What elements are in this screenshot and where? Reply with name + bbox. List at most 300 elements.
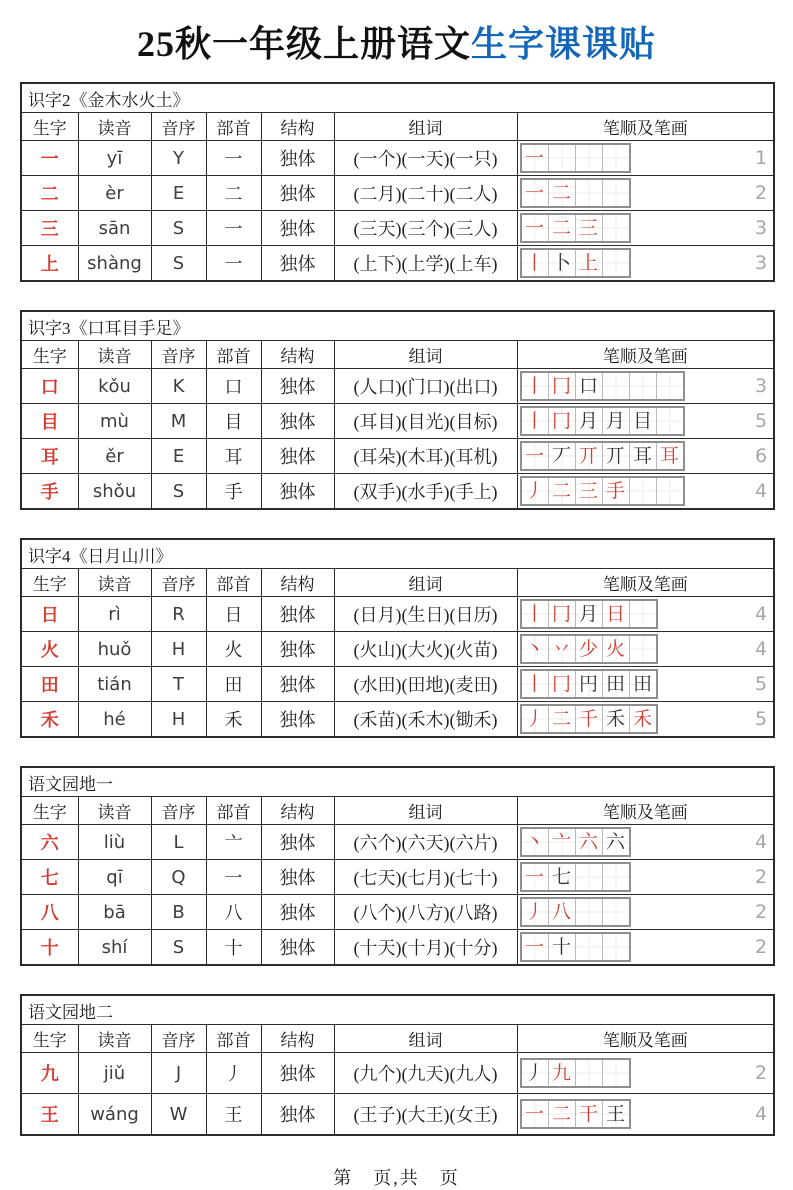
radical-cell: 十 — [206, 930, 261, 966]
table-row — [21, 369, 774, 404]
stroke-grid-cell: 手 — [603, 478, 630, 504]
stroke-grid-cell — [576, 934, 603, 960]
strokes-cell — [517, 860, 774, 895]
stroke-grid-cell: 二 — [549, 706, 576, 732]
column-header-4: 结构 — [261, 569, 334, 597]
strokes-cell — [517, 141, 774, 176]
char-cell: 王 — [21, 1094, 78, 1136]
strokes-cell — [517, 930, 774, 966]
words-cell: (禾苗)(禾木)(锄禾) — [334, 702, 517, 738]
initial-cell: T — [151, 667, 206, 702]
column-header-6: 笔顺及笔画 — [517, 797, 774, 825]
stroke-grid — [520, 476, 685, 506]
stroke-grid-cell: 二 — [549, 478, 576, 504]
stroke-grid-cell: 卜 — [549, 250, 576, 276]
stroke-grid-cell: 亠 — [549, 829, 576, 855]
stroke-grid-cell: 一 — [522, 443, 549, 469]
radical-cell: 口 — [206, 369, 261, 404]
stroke-order-wrap — [518, 1097, 774, 1131]
stroke-order-wrap — [518, 439, 774, 473]
stroke-grid-cell: 丶 — [522, 829, 549, 855]
stroke-grid-cell — [576, 1060, 603, 1086]
stroke-grid-cell: 月 — [576, 601, 603, 627]
column-header-3: 部首 — [206, 341, 261, 369]
table-row — [21, 895, 774, 930]
stroke-order-wrap — [518, 632, 774, 666]
stroke-grid-cell: 丿 — [522, 706, 549, 732]
strokes-cell — [517, 474, 774, 510]
strokes-cell — [517, 1094, 774, 1136]
char-cell: 三 — [21, 211, 78, 246]
table-row — [21, 404, 774, 439]
words-cell: (人口)(门口)(出口) — [334, 369, 517, 404]
structure-cell: 独体 — [261, 860, 334, 895]
stroke-grid — [520, 1099, 631, 1129]
stroke-grid-cell: 禾 — [603, 706, 630, 732]
stroke-grid-cell — [603, 373, 630, 399]
stroke-grid-cell — [630, 601, 656, 627]
column-header-0: 生字 — [21, 1025, 78, 1053]
stroke-count: 2 — [754, 182, 768, 204]
pinyin-cell: huǒ — [78, 632, 151, 667]
stroke-grid-cell: 七 — [549, 864, 576, 890]
column-header-row — [21, 569, 774, 597]
column-header-4: 结构 — [261, 797, 334, 825]
stroke-grid — [520, 371, 685, 401]
stroke-grid-cell: 丌 — [603, 443, 630, 469]
stroke-order-wrap — [518, 176, 774, 210]
pinyin-cell: liù — [78, 825, 151, 860]
structure-cell: 独体 — [261, 141, 334, 176]
stroke-order-wrap — [518, 597, 774, 631]
stroke-grid-cell — [657, 478, 683, 504]
structure-cell: 独体 — [261, 597, 334, 632]
stroke-grid-cell — [603, 899, 629, 925]
stroke-grid-cell — [603, 1060, 629, 1086]
strokes-cell — [517, 439, 774, 474]
stroke-grid-cell: 一 — [522, 1101, 549, 1127]
initial-cell: E — [151, 176, 206, 211]
initial-cell: Y — [151, 141, 206, 176]
column-header-2: 音序 — [151, 797, 206, 825]
char-cell: 禾 — [21, 702, 78, 738]
stroke-grid-cell: 丶 — [522, 636, 549, 662]
stroke-grid — [520, 1058, 631, 1088]
column-header-6: 笔顺及笔画 — [517, 569, 774, 597]
initial-cell: K — [151, 369, 206, 404]
structure-cell: 独体 — [261, 930, 334, 966]
stroke-grid-cell: 八 — [549, 899, 576, 925]
pinyin-cell: sān — [78, 211, 151, 246]
stroke-order-wrap — [518, 474, 774, 508]
words-cell: (王子)(大王)(女王) — [334, 1094, 517, 1136]
column-header-1: 读音 — [78, 569, 151, 597]
column-header-row — [21, 113, 774, 141]
stroke-order-wrap — [518, 404, 774, 438]
stroke-grid-cell: 一 — [522, 934, 549, 960]
stroke-order-wrap — [518, 1056, 774, 1090]
stroke-grid-cell — [576, 180, 603, 206]
table-row — [21, 211, 774, 246]
pinyin-cell: rì — [78, 597, 151, 632]
stroke-grid-cell — [630, 373, 657, 399]
pinyin-cell: shí — [78, 930, 151, 966]
structure-cell: 独体 — [261, 474, 334, 510]
table-row — [21, 141, 774, 176]
column-header-6: 笔顺及笔画 — [517, 113, 774, 141]
stroke-grid-cell: 九 — [549, 1060, 576, 1086]
stroke-grid-cell: 日 — [603, 601, 630, 627]
words-cell: (日月)(生日)(日历) — [334, 597, 517, 632]
strokes-cell — [517, 176, 774, 211]
stroke-grid-cell: 耳 — [630, 443, 657, 469]
initial-cell: J — [151, 1053, 206, 1094]
char-cell: 十 — [21, 930, 78, 966]
structure-cell: 独体 — [261, 825, 334, 860]
radical-cell: 一 — [206, 141, 261, 176]
stroke-grid-cell — [603, 180, 629, 206]
table-body — [21, 767, 774, 965]
words-cell: (耳目)(目光)(目标) — [334, 404, 517, 439]
stroke-order-wrap — [518, 369, 774, 403]
stroke-grid-cell — [576, 899, 603, 925]
words-cell: (上下)(上学)(上车) — [334, 246, 517, 282]
stroke-grid-cell: 火 — [603, 636, 630, 662]
initial-cell: W — [151, 1094, 206, 1136]
initial-cell: S — [151, 211, 206, 246]
column-header-3: 部首 — [206, 113, 261, 141]
column-header-1: 读音 — [78, 341, 151, 369]
column-header-6: 笔顺及笔画 — [517, 341, 774, 369]
pinyin-cell: mù — [78, 404, 151, 439]
initial-cell: H — [151, 702, 206, 738]
stroke-grid-cell: 二 — [549, 215, 576, 241]
stroke-order-wrap — [518, 141, 774, 175]
table-shizi-3 — [20, 310, 775, 510]
stroke-grid — [520, 897, 631, 927]
stroke-grid-cell: 十 — [549, 934, 576, 960]
stroke-count: 2 — [754, 901, 768, 923]
char-cell: 火 — [21, 632, 78, 667]
words-cell: (十天)(十月)(十分) — [334, 930, 517, 966]
column-header-2: 音序 — [151, 1025, 206, 1053]
structure-cell: 独体 — [261, 1053, 334, 1094]
stroke-order-wrap — [518, 930, 774, 964]
stroke-grid-cell: 一 — [522, 145, 549, 171]
stroke-grid-cell: 円 — [576, 671, 603, 697]
structure-cell: 独体 — [261, 246, 334, 282]
radical-cell: 火 — [206, 632, 261, 667]
initial-cell: S — [151, 474, 206, 510]
table-row — [21, 667, 774, 702]
stroke-grid-cell: 六 — [603, 829, 629, 855]
radical-cell: 目 — [206, 404, 261, 439]
char-cell: 田 — [21, 667, 78, 702]
pinyin-cell: tián — [78, 667, 151, 702]
pinyin-cell: hé — [78, 702, 151, 738]
table-shizi-2 — [20, 82, 775, 282]
radical-cell: 日 — [206, 597, 261, 632]
words-cell: (水田)(田地)(麦田) — [334, 667, 517, 702]
stroke-grid-cell — [603, 215, 629, 241]
pinyin-cell: qī — [78, 860, 151, 895]
column-header-5: 组词 — [334, 1025, 517, 1053]
column-header-3: 部首 — [206, 1025, 261, 1053]
stroke-grid-cell: 冂 — [549, 601, 576, 627]
stroke-count: 2 — [754, 866, 768, 888]
column-header-5: 组词 — [334, 797, 517, 825]
table-row — [21, 246, 774, 282]
stroke-grid-cell — [603, 250, 629, 276]
column-header-2: 音序 — [151, 341, 206, 369]
stroke-grid-cell — [630, 478, 657, 504]
pinyin-cell: shàng — [78, 246, 151, 282]
stroke-grid — [520, 932, 631, 962]
worksheet-page — [0, 22, 793, 1188]
table-row — [21, 1094, 774, 1136]
initial-cell: R — [151, 597, 206, 632]
stroke-grid-cell: 王 — [603, 1101, 629, 1127]
page-title-black: 25秋一年级上册语文 — [136, 24, 471, 64]
stroke-grid-cell: 丿 — [522, 478, 549, 504]
char-cell: 目 — [21, 404, 78, 439]
column-header-4: 结构 — [261, 1025, 334, 1053]
char-cell: 一 — [21, 141, 78, 176]
strokes-cell — [517, 404, 774, 439]
table-yuwen-yuandi-2 — [20, 994, 775, 1136]
radical-cell: 耳 — [206, 439, 261, 474]
strokes-cell — [517, 211, 774, 246]
structure-cell: 独体 — [261, 176, 334, 211]
structure-cell: 独体 — [261, 702, 334, 738]
stroke-grid-cell: 二 — [549, 1101, 576, 1127]
stroke-grid-cell: 丷 — [549, 636, 576, 662]
words-cell: (八个)(八方)(八路) — [334, 895, 517, 930]
radical-cell: 一 — [206, 246, 261, 282]
stroke-grid-cell: 干 — [576, 1101, 603, 1127]
char-cell: 上 — [21, 246, 78, 282]
stroke-grid-cell: 耳 — [657, 443, 683, 469]
stroke-grid-cell — [603, 864, 629, 890]
words-cell: (一个)(一天)(一只) — [334, 141, 517, 176]
stroke-grid-cell — [657, 408, 683, 434]
table-body — [21, 995, 774, 1135]
column-header-5: 组词 — [334, 341, 517, 369]
stroke-grid-cell: 丨 — [522, 408, 549, 434]
stroke-grid-cell: 冂 — [549, 408, 576, 434]
char-cell: 耳 — [21, 439, 78, 474]
stroke-grid-cell: 丨 — [522, 671, 549, 697]
page-title-blue: 生字课课贴 — [471, 24, 657, 64]
table-body — [21, 83, 774, 281]
stroke-count: 4 — [754, 831, 768, 853]
pinyin-cell: jiǔ — [78, 1053, 151, 1094]
stroke-count: 3 — [754, 217, 768, 239]
stroke-count: 1 — [754, 147, 768, 169]
stroke-grid-cell: 丿 — [522, 1060, 549, 1086]
stroke-grid-cell: 丨 — [522, 250, 549, 276]
initial-cell: B — [151, 895, 206, 930]
section-header-row — [21, 311, 774, 341]
column-header-1: 读音 — [78, 797, 151, 825]
radical-cell: 亠 — [206, 825, 261, 860]
strokes-cell — [517, 825, 774, 860]
stroke-grid-cell: 月 — [576, 408, 603, 434]
structure-cell: 独体 — [261, 1094, 334, 1136]
table-row — [21, 860, 774, 895]
words-cell: (双手)(水手)(手上) — [334, 474, 517, 510]
structure-cell: 独体 — [261, 369, 334, 404]
stroke-order-wrap — [518, 667, 774, 701]
stroke-grid-cell — [603, 145, 629, 171]
section-title: 识字2《金木水火土》 — [21, 83, 774, 113]
radical-cell: 一 — [206, 860, 261, 895]
pinyin-cell: yī — [78, 141, 151, 176]
page-footer: 第 页,共 页 — [333, 1168, 460, 1188]
column-header-row — [21, 1025, 774, 1053]
stroke-grid — [520, 704, 658, 734]
stroke-grid — [520, 827, 631, 857]
stroke-grid-cell: 少 — [576, 636, 603, 662]
stroke-grid-cell — [603, 934, 629, 960]
stroke-count: 5 — [754, 673, 768, 695]
stroke-count: 3 — [754, 375, 768, 397]
char-cell: 日 — [21, 597, 78, 632]
stroke-grid-cell: 口 — [576, 373, 603, 399]
stroke-grid-cell — [549, 145, 576, 171]
column-header-0: 生字 — [21, 569, 78, 597]
stroke-count: 5 — [754, 708, 768, 730]
column-header-0: 生字 — [21, 797, 78, 825]
stroke-order-wrap — [518, 246, 774, 280]
stroke-count: 3 — [754, 252, 768, 274]
stroke-grid-cell: 三 — [576, 478, 603, 504]
stroke-grid-cell — [630, 636, 656, 662]
section-header-row — [21, 83, 774, 113]
strokes-cell — [517, 632, 774, 667]
words-cell: (三天)(三个)(三人) — [334, 211, 517, 246]
words-cell: (耳朵)(木耳)(耳机) — [334, 439, 517, 474]
table-row — [21, 930, 774, 966]
stroke-grid-cell: 田 — [603, 671, 630, 697]
table-row — [21, 176, 774, 211]
section-title: 识字4《日月山川》 — [21, 539, 774, 569]
stroke-grid — [520, 406, 685, 436]
table-row — [21, 439, 774, 474]
column-header-3: 部首 — [206, 797, 261, 825]
words-cell: (六个)(六天)(六片) — [334, 825, 517, 860]
stroke-grid-cell: 丿 — [522, 899, 549, 925]
stroke-grid-cell — [657, 373, 683, 399]
table-row — [21, 597, 774, 632]
column-header-0: 生字 — [21, 113, 78, 141]
radical-cell: 禾 — [206, 702, 261, 738]
stroke-grid-cell — [576, 864, 603, 890]
stroke-count: 4 — [754, 603, 768, 625]
stroke-grid — [520, 248, 631, 278]
stroke-order-wrap — [518, 702, 774, 736]
stroke-grid — [520, 143, 631, 173]
pinyin-cell: ěr — [78, 439, 151, 474]
initial-cell: S — [151, 246, 206, 282]
initial-cell: H — [151, 632, 206, 667]
strokes-cell — [517, 597, 774, 632]
column-header-4: 结构 — [261, 341, 334, 369]
initial-cell: L — [151, 825, 206, 860]
column-header-3: 部首 — [206, 569, 261, 597]
structure-cell: 独体 — [261, 211, 334, 246]
char-cell: 口 — [21, 369, 78, 404]
column-header-5: 组词 — [334, 569, 517, 597]
structure-cell: 独体 — [261, 895, 334, 930]
column-header-5: 组词 — [334, 113, 517, 141]
table-row — [21, 825, 774, 860]
column-header-1: 读音 — [78, 1025, 151, 1053]
words-cell: (火山)(大火)(火苗) — [334, 632, 517, 667]
stroke-grid — [520, 441, 685, 471]
initial-cell: E — [151, 439, 206, 474]
stroke-grid — [520, 862, 631, 892]
strokes-cell — [517, 702, 774, 738]
pinyin-cell: kǒu — [78, 369, 151, 404]
stroke-grid — [520, 213, 631, 243]
column-header-row — [21, 797, 774, 825]
stroke-grid — [520, 634, 658, 664]
char-cell: 手 — [21, 474, 78, 510]
section-title: 识字3《口耳目手足》 — [21, 311, 774, 341]
stroke-count: 5 — [754, 410, 768, 432]
char-cell: 二 — [21, 176, 78, 211]
stroke-grid-cell — [576, 145, 603, 171]
structure-cell: 独体 — [261, 632, 334, 667]
table-row — [21, 474, 774, 510]
table-body — [21, 539, 774, 737]
stroke-grid-cell: 月 — [603, 408, 630, 434]
stroke-grid — [520, 599, 658, 629]
pinyin-cell: wáng — [78, 1094, 151, 1136]
column-header-2: 音序 — [151, 569, 206, 597]
column-header-6: 笔顺及笔画 — [517, 1025, 774, 1053]
stroke-grid-cell: 目 — [630, 408, 657, 434]
stroke-order-wrap — [518, 895, 774, 929]
char-cell: 八 — [21, 895, 78, 930]
section-title: 语文园地二 — [21, 995, 774, 1025]
stroke-grid-cell: 一 — [522, 180, 549, 206]
table-yuwen-yuandi-1 — [20, 766, 775, 966]
stroke-grid-cell: 田 — [630, 671, 656, 697]
stroke-grid-cell: 一 — [522, 864, 549, 890]
pinyin-cell: bā — [78, 895, 151, 930]
stroke-count: 6 — [754, 445, 768, 467]
radical-cell: 二 — [206, 176, 261, 211]
stroke-grid-cell: 禾 — [630, 706, 656, 732]
stroke-grid-cell: 冂 — [549, 671, 576, 697]
structure-cell: 独体 — [261, 439, 334, 474]
char-cell: 九 — [21, 1053, 78, 1094]
char-cell: 七 — [21, 860, 78, 895]
stroke-grid-cell: 丌 — [576, 443, 603, 469]
column-header-2: 音序 — [151, 113, 206, 141]
column-header-1: 读音 — [78, 113, 151, 141]
strokes-cell — [517, 369, 774, 404]
initial-cell: M — [151, 404, 206, 439]
stroke-count: 4 — [754, 638, 768, 660]
stroke-grid-cell: 丨 — [522, 373, 549, 399]
strokes-cell — [517, 1053, 774, 1094]
initial-cell: S — [151, 930, 206, 966]
stroke-grid — [520, 178, 631, 208]
strokes-cell — [517, 895, 774, 930]
